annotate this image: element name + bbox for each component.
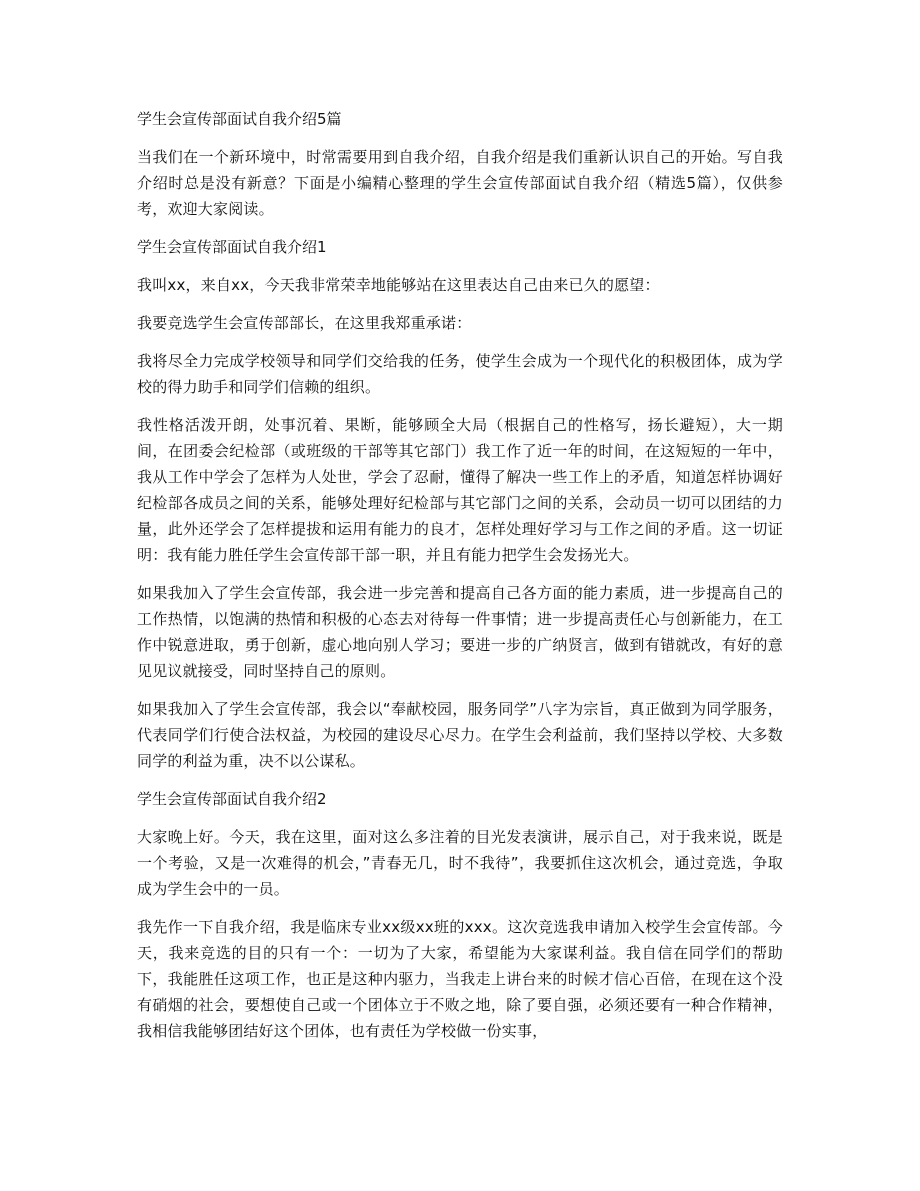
document-title: 学生会宣传部面试自我介绍5篇 [137,110,342,128]
paragraph: 我先作一下自我介绍，我是临床专业xx级xx班的xxx。这次竞选我申请加入校学生会宣传部。今天，我来竞选的目的只有一个：一切为了大家，希望能为大家谋利益。我自信在同学们的帮助下，我能胜任这项工作，也正是这种内驱力，当我走上讲台来的时候才信心百倍，在现在这个没有硝烟的社会，要想使自己或一个团体立于不败之地，除了要自强，必须还要有一种合作精神，我相信我能够团结好这个团体，也有责任为学校做一份实事， [137,918,783,1040]
paragraph: 大家晚上好。今天，我在这里，面对这么多注着的目光发表演讲，展示自己，对于我来说，既是一个考验，又是一次难得的机会，”青春无几，时不我待”，我要抓住这次机会，通过竞选，争取成为学生会中的一员。 [137,828,783,898]
paragraph: 如果我加入了学生会宣传部，我会以“奉献校园，服务同学”八字为宗旨，真正做到为同学服务，代表同学们行使合法权益，为校园的建设尽心尽力。在学生会利益前，我们坚持以学校、大多数同学的利益为重，决不以公谋私。 [137,700,783,770]
paragraph: 如果我加入了学生会宣传部，我会进一步完善和提高自己各方面的能力素质，进一步提高自己的工作热情，以饱满的热情和积极的心态去对待每一件事情；进一步提高责任心与创新能力，在工作中锐意进取，勇于创新，虚心地向别人学习；要进一步的广纳贤言，做到有错就改，有好的意见见议就接受，同时坚持自己的原则。 [137,584,783,680]
paragraph: 我性格活泼开朗，处事沉着、果断，能够顾全大局（根据自己的性格写，扬长避短），大一期间，在团委会纪检部（或班级的干部等其它部门）我工作了近一年的时间，在这短短的一年中，我从工作中学会了怎样为人处世，学会了忍耐，懂得了解决一些工作上的矛盾，知道怎样协调好纪检部各成员之间的关系，能够处理好纪检部与其它部门之间的关系，会动员一切可以团结的力量，此外还学会了怎样提拔和运用有能力的良才，怎样处理好学习与工作之间的矛盾。这一切证明：我有能力胜任学生会宣传部干部一职，并且有能力把学生会发扬光大。 [137,416,783,564]
section-heading-2: 学生会宣传部面试自我介绍2 [137,790,327,808]
intro-paragraph: 当我们在一个新环境中，时常需要用到自我介绍，自我介绍是我们重新认识自己的开始。写自我介绍时总是没有新意？下面是小编精心整理的学生会宣传部面试自我介绍（精选5篇），仅供参考，欢迎大家阅读。 [137,148,783,218]
paragraph: 我将尽全力完成学校领导和同学们交给我的任务，使学生会成为一个现代化的积极团体，成为学校的得力助手和同学们信赖的组织。 [137,352,783,396]
paragraph: 我要竞选学生会宣传部部长，在这里我郑重承诺： [137,314,472,332]
section-heading-1: 学生会宣传部面试自我介绍1 [137,238,327,256]
paragraph: 我叫xx，来自xx，今天我非常荣幸地能够站在这里表达自己由来已久的愿望： [137,276,660,294]
document-page [137,106,783,1056]
